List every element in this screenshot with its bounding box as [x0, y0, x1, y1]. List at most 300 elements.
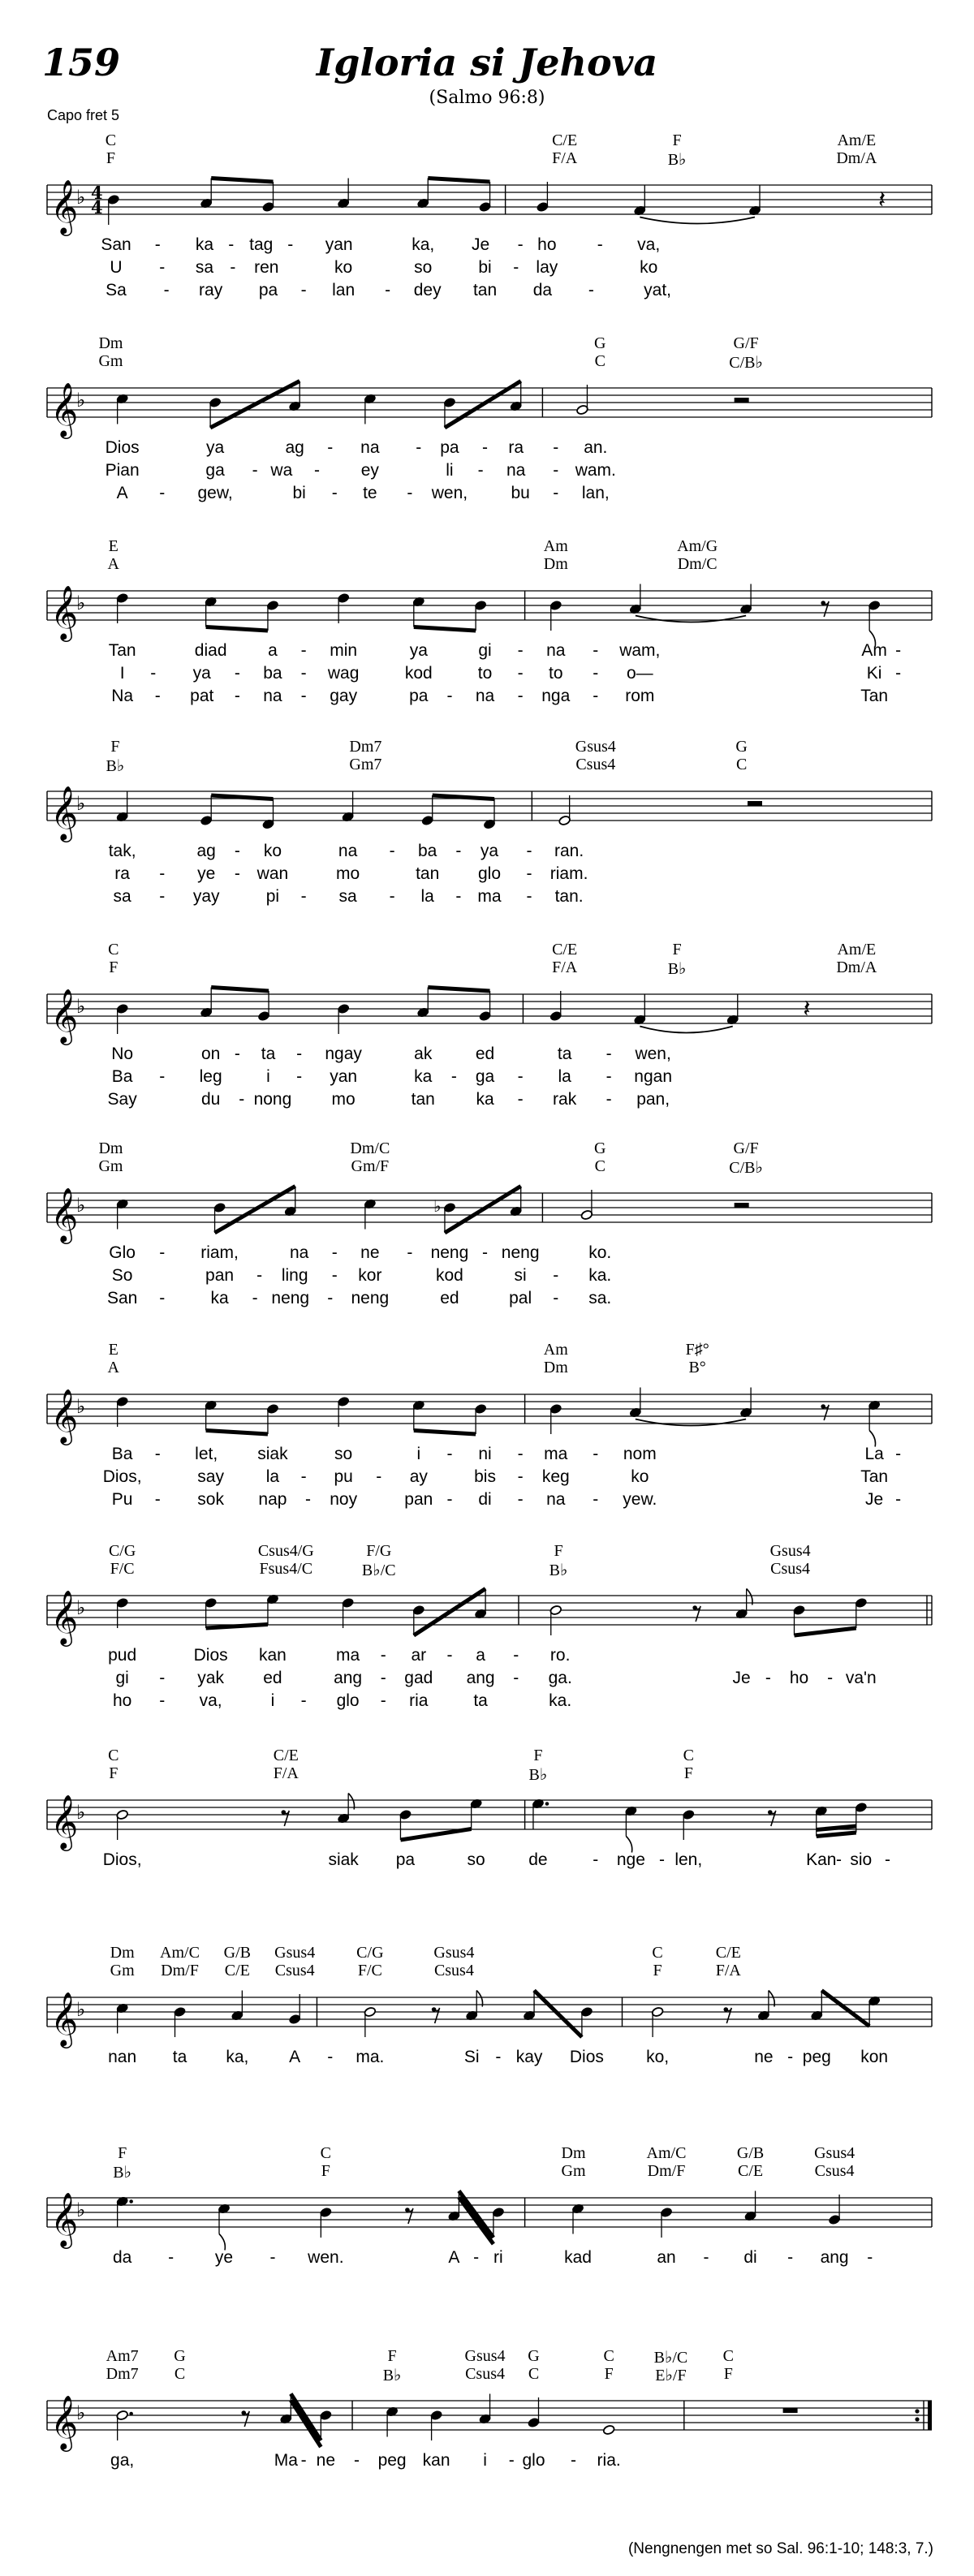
lyric-syllable: -	[593, 664, 599, 683]
lyric-syllable: -	[154, 1445, 161, 1463]
lyric-syllable: -	[407, 1243, 413, 1262]
lyric-syllable: -	[446, 1445, 453, 1463]
lyric-syllable: nong	[253, 1090, 292, 1109]
lyric-syllable: wam,	[619, 641, 661, 660]
capo-chord-symbol: F	[109, 958, 119, 976]
capo-chord-symbol: Gm	[98, 352, 123, 370]
lyric-syllable: glo	[477, 864, 502, 883]
lyric-syllable: pan	[205, 1266, 235, 1285]
lyric-syllable: -	[159, 258, 166, 277]
chord-symbol: G	[594, 1139, 606, 1157]
eighth-rest	[821, 1404, 829, 1420]
eighth-rest	[768, 1810, 776, 1826]
lyric-syllable: bis	[474, 1467, 496, 1486]
lyric-syllable: I	[119, 664, 125, 683]
capo-chord-symbol: Csus4	[433, 1962, 474, 1979]
lyric-syllable: Ba	[111, 1445, 133, 1463]
quarter-rest: 𝄽	[878, 186, 886, 214]
music-system	[0, 1737, 974, 1940]
lyric-syllable: -	[473, 2248, 480, 2267]
lyric-syllable: na	[546, 641, 566, 660]
chord-symbol: F	[672, 941, 682, 958]
lyric-syllable: mo	[336, 864, 360, 883]
lyric-syllable: -	[446, 687, 453, 705]
lyric-syllable: peg	[377, 2451, 407, 2470]
lyric-syllable: kon	[860, 2048, 889, 2066]
lyric-syllable: ka,	[412, 235, 435, 254]
lyric-syllable: -	[593, 1490, 599, 1509]
lyric-syllable: du	[200, 1090, 221, 1109]
flat-accidental: ♭	[433, 1196, 442, 1216]
lyric-syllable: na	[475, 687, 495, 705]
capo-chord-symbol: C/B♭	[729, 1159, 763, 1177]
treble-clef: 𝄞	[50, 988, 79, 1043]
lyric-syllable: -	[287, 235, 294, 254]
treble-clef: 𝄞	[50, 179, 79, 234]
lyric-syllable: -	[331, 484, 338, 502]
lyric-syllable: -	[571, 2451, 577, 2470]
lyric-syllable: ag	[196, 842, 216, 860]
lyric-syllable: ka,	[226, 2048, 249, 2066]
lyric-syllable: -	[597, 235, 603, 254]
lyric-syllable: ga	[475, 1067, 495, 1086]
lyric-syllable: -	[526, 864, 532, 883]
chord-symbol: C	[108, 1747, 119, 1764]
lyric-syllable: o—	[626, 664, 653, 683]
tie	[636, 616, 746, 622]
lyric-syllable: -	[482, 1243, 489, 1262]
lyric-syllable: riam,	[200, 1243, 239, 1262]
lyric-syllable: -	[450, 1067, 457, 1086]
lyric-syllable: ya	[192, 664, 211, 683]
lyric-syllable: -	[331, 1266, 338, 1285]
music-system	[0, 1532, 974, 1735]
lyric-syllable: -	[895, 1490, 902, 1509]
key-signature-flat: ♭	[76, 1998, 86, 2021]
lyric-syllable: -	[159, 864, 166, 883]
repeat-dot	[915, 2417, 919, 2421]
lyric-syllable: La	[864, 1445, 884, 1463]
lyric-syllable: -	[234, 664, 240, 683]
capo-chord-symbol: Dm/C	[677, 555, 718, 573]
lyric-syllable: Say	[107, 1090, 137, 1109]
lyric-syllable: ga.	[548, 1669, 572, 1687]
capo-chord-symbol: Gm/F	[351, 1157, 390, 1175]
lyric-syllable: Si	[463, 2048, 480, 2066]
capo-chord-symbol: F/A	[273, 1764, 299, 1782]
lyric-syllable: tak,	[108, 842, 136, 860]
lyric-syllable: wam.	[575, 461, 616, 480]
chord-symbol: Dm	[561, 2144, 586, 2162]
lyric-syllable: ed	[263, 1669, 282, 1687]
chord-symbol: G/F	[733, 334, 759, 352]
lyric-syllable: yan	[330, 1067, 358, 1086]
lyric-syllable: ngan	[634, 1067, 672, 1086]
lyric-syllable: -	[252, 1289, 258, 1307]
lyric-syllable: -	[787, 2048, 794, 2066]
lyric-syllable: Tan	[860, 1467, 889, 1486]
capo-chord-symbol: C	[528, 2365, 540, 2383]
capo-chord-symbol: F/C	[110, 1560, 135, 1578]
half-rest	[748, 801, 762, 806]
lyric-syllable: a	[476, 1646, 485, 1665]
lyric-syllable: ey	[360, 461, 379, 480]
lyric-syllable: bi	[292, 484, 306, 502]
chord-symbol: Gsus4	[814, 2144, 855, 2162]
lyric-syllable: -	[380, 1646, 386, 1665]
lyric-syllable: la	[420, 887, 434, 906]
lyric-syllable: ra	[508, 438, 524, 457]
lyric-syllable: -	[513, 1669, 519, 1687]
lyric-syllable: -	[553, 1266, 559, 1285]
capo-chord-symbol: Csus4	[575, 756, 616, 773]
lyric-syllable: -	[553, 461, 559, 480]
capo-chord-symbol: Gm7	[349, 756, 382, 773]
capo-chord-symbol: F/A	[715, 1962, 741, 1979]
capo-chord-symbol: Dm/A	[836, 958, 877, 976]
lyric-syllable: ta	[172, 2048, 187, 2066]
lyric-syllable: mo	[331, 1090, 356, 1109]
staff-svg	[0, 1737, 974, 1940]
lyric-syllable: -	[606, 1067, 612, 1086]
chord-symbol: C	[108, 941, 119, 958]
lyric-syllable: na	[546, 1490, 566, 1509]
lyric-syllable: Dios,	[102, 1467, 142, 1486]
lyric-syllable: ko.	[588, 1243, 612, 1262]
music-system	[0, 931, 974, 1134]
lyric-syllable: -	[159, 1289, 166, 1307]
lyric-syllable: -	[416, 438, 422, 457]
lyric-syllable: gew,	[197, 484, 233, 502]
lyric-syllable: gi	[478, 641, 492, 660]
chord-symbol: C	[320, 2144, 332, 2162]
chord-symbol: C	[722, 2347, 734, 2365]
capo-chord-symbol: B°	[688, 1359, 706, 1376]
lyric-syllable: -	[154, 1490, 161, 1509]
lyric-syllable: nge	[616, 1850, 645, 1869]
lyric-syllable: ria.	[597, 2451, 621, 2470]
chord-symbol: Am/C	[646, 2144, 687, 2162]
lyric-syllable: -	[446, 1646, 453, 1665]
chord-symbol: Dm	[98, 334, 123, 352]
capo-chord-symbol: F	[106, 149, 116, 167]
lyric-syllable: de	[528, 1850, 548, 1869]
lyric-syllable: -	[895, 1445, 902, 1463]
lyric-syllable: -	[230, 258, 236, 277]
chord-symbol: Gsus4	[769, 1542, 811, 1560]
lyric-syllable: noy	[330, 1490, 358, 1509]
lyric-syllable: pa	[409, 687, 429, 705]
lyric-syllable: ro.	[549, 1646, 571, 1665]
lyric-syllable: tan.	[554, 887, 584, 906]
lyric-syllable: ka	[414, 1067, 433, 1086]
lyric-syllable: -	[327, 1289, 334, 1307]
capo-chord-symbol: F	[109, 1764, 119, 1782]
treble-clef: 𝄞	[50, 785, 79, 840]
lyric-syllable: si	[514, 1266, 527, 1285]
beam	[795, 1628, 856, 1635]
capo-chord-symbol: B♭	[667, 960, 687, 978]
lyric-syllable: so	[414, 258, 433, 277]
music-system	[0, 1331, 974, 1534]
lyric-syllable: ed	[440, 1289, 459, 1307]
lyric-syllable: U	[110, 258, 123, 277]
lyric-syllable: -	[606, 1045, 612, 1063]
key-signature-flat: ♭	[76, 792, 86, 815]
lyric-syllable: -	[159, 887, 166, 906]
lyric-syllable: siak	[328, 1850, 359, 1869]
dot	[545, 1802, 549, 1806]
lyric-syllable: kod	[436, 1266, 463, 1285]
lyric-syllable: Ki	[866, 664, 882, 683]
lyric-syllable: da	[532, 281, 553, 299]
lyric-syllable: ho	[789, 1669, 809, 1687]
lyric-syllable: -	[159, 484, 166, 502]
chord-symbol: Dm7	[349, 738, 382, 756]
lyric-syllable: neng	[351, 1289, 390, 1307]
lyric-syllable: -	[867, 2248, 873, 2267]
lyric-syllable: -	[252, 461, 258, 480]
beam	[211, 988, 269, 992]
capo-chord-symbol: Dm/A	[836, 149, 877, 167]
time-signature-top: 4	[91, 183, 103, 203]
lyric-syllable: ta	[473, 1691, 488, 1710]
quarter-rest: 𝄽	[803, 995, 811, 1023]
lyric-syllable: Pu	[111, 1490, 133, 1509]
lyric-syllable: pu	[334, 1467, 353, 1486]
chord-symbol: C/G	[356, 1944, 384, 1962]
lyric-syllable: -	[234, 1045, 240, 1063]
lyric-syllable: yat,	[644, 281, 672, 299]
lyric-syllable: ray	[199, 281, 223, 299]
chord-symbol: G/F	[733, 1139, 759, 1157]
chord-symbol: F	[110, 738, 120, 756]
lyric-syllable: -	[305, 1490, 312, 1509]
capo-chord-symbol: Fsus4/C	[259, 1560, 313, 1578]
notehead	[602, 2424, 615, 2435]
beam	[428, 988, 489, 992]
lyric-syllable: ran.	[554, 842, 584, 860]
capo-chord-symbol: F	[723, 2365, 733, 2383]
lyric-syllable: San	[106, 1289, 138, 1307]
chord-symbol: C	[603, 2347, 614, 2365]
key-signature-flat: ♭	[76, 2402, 86, 2424]
lyric-syllable: -	[836, 1850, 843, 1869]
lyric-syllable: -	[234, 842, 240, 860]
lyric-syllable: pan	[404, 1490, 433, 1509]
lyric-syllable: -	[159, 1067, 166, 1086]
capo-chord-symbol: Gm	[561, 2162, 586, 2180]
lyric-syllable: -	[300, 2451, 307, 2470]
lyric-syllable: -	[517, 1467, 524, 1486]
lyric-syllable: tag	[249, 235, 274, 254]
lyric-syllable: ye	[197, 864, 216, 883]
lyric-syllable: ri	[493, 2248, 503, 2267]
lyric-syllable: ka	[195, 235, 214, 254]
lyric-syllable: -	[787, 2248, 794, 2267]
chord-symbol: Gsus4	[464, 2347, 506, 2365]
lyric-syllable: Tan	[860, 687, 889, 705]
chord-symbol: F♯°	[685, 1341, 709, 1359]
eighth-rest	[821, 601, 829, 617]
capo-chord-symbol: B♭/C	[361, 1562, 396, 1579]
lyric-syllable: -	[517, 664, 524, 683]
lyric-syllable: so	[334, 1445, 353, 1463]
lyric-syllable: -	[517, 235, 524, 254]
lyric-syllable: -	[517, 1090, 524, 1109]
lyric-syllable: nan	[108, 2048, 137, 2066]
lyric-syllable: kor	[358, 1266, 382, 1285]
lyric-syllable: pat	[190, 687, 214, 705]
lyric-syllable: pan,	[636, 1090, 670, 1109]
beam	[206, 1431, 268, 1435]
lyric-syllable: A	[289, 2048, 301, 2066]
eighth-rest	[282, 1810, 290, 1826]
lyric-syllable: nom	[623, 1445, 657, 1463]
chord-symbol: F	[387, 2347, 397, 2365]
lyric-syllable: -	[593, 687, 599, 705]
chord-symbol: F/G	[366, 1542, 392, 1560]
chord-symbol: F	[533, 1747, 543, 1764]
lyric-syllable: -	[513, 1646, 519, 1665]
lyric-syllable: i	[483, 2451, 487, 2470]
capo-chord-symbol: F	[321, 2162, 330, 2180]
staff-svg	[0, 1934, 974, 2137]
lyric-syllable: -	[508, 2451, 515, 2470]
hymn-number: 159	[42, 41, 121, 84]
treble-clef: 𝄞	[50, 381, 79, 437]
treble-clef: 𝄞	[50, 584, 79, 640]
capo-chord-symbol: Csus4	[770, 1560, 811, 1578]
lyric-syllable: ga,	[110, 2451, 135, 2470]
dot	[129, 2199, 133, 2203]
lyric-syllable: -	[300, 641, 307, 660]
lyric-syllable: -	[517, 687, 524, 705]
lyric-syllable: Kan	[806, 1850, 837, 1869]
capo-chord-symbol: C	[174, 2365, 186, 2383]
lyric-syllable: va'n	[845, 1669, 877, 1687]
capo-chord-symbol: Dm	[543, 1359, 568, 1376]
capo-chord-symbol: B♭	[113, 2164, 132, 2182]
lyric-syllable: nga	[541, 687, 571, 705]
lyric-syllable: -	[593, 641, 599, 660]
lyric-syllable: -	[354, 2451, 360, 2470]
lyric-syllable: -	[495, 2048, 502, 2066]
lyric-syllable: ba	[263, 664, 282, 683]
lyric-syllable: ar	[411, 1646, 427, 1665]
capo-chord-symbol: F/A	[552, 958, 578, 976]
lyric-syllable: Ma	[274, 2451, 298, 2470]
lyric-syllable: pa	[258, 281, 278, 299]
chord-symbol: C	[105, 131, 117, 149]
key-signature-flat: ♭	[76, 2199, 86, 2221]
capo-chord-symbol: F/A	[552, 149, 578, 167]
lyric-syllable: ko	[631, 1467, 649, 1486]
beam	[400, 1829, 471, 1841]
tie	[640, 218, 755, 224]
lyric-syllable: -	[376, 1467, 382, 1486]
lyric-syllable: -	[526, 842, 532, 860]
capo-chord-symbol: Gm	[110, 1962, 135, 1979]
capo-chord-symbol: B♭	[667, 151, 687, 169]
lyric-syllable: -	[300, 1467, 307, 1486]
lyric-syllable: glo	[522, 2451, 545, 2470]
tie	[640, 1027, 732, 1033]
lyric-syllable: -	[154, 687, 161, 705]
beam	[414, 1431, 476, 1435]
lyric-syllable: tan	[472, 281, 498, 299]
lyric-syllable: -	[256, 1266, 263, 1285]
capo-chord-symbol: Dm/F	[161, 1962, 199, 1979]
lyric-syllable: sok	[197, 1490, 224, 1509]
lyric-syllable: -	[154, 235, 161, 254]
lyric-syllable: A	[448, 2248, 460, 2267]
chord-symbol: Am	[543, 537, 568, 555]
lyric-syllable: na	[506, 461, 526, 480]
lyric-syllable: pal	[509, 1289, 532, 1307]
lyric-syllable: -	[239, 1090, 245, 1109]
lyric-syllable: -	[659, 1850, 666, 1869]
lyric-syllable: yak	[197, 1669, 224, 1687]
lyric-syllable: -	[517, 1067, 524, 1086]
lyric-syllable: -	[553, 484, 559, 502]
scripture-reference: (Salmo 96:8)	[429, 88, 545, 108]
lyric-syllable: -	[380, 1691, 386, 1710]
lyric-syllable: -	[895, 641, 902, 660]
lyric-syllable: sa	[195, 258, 214, 277]
lyric-syllable: -	[765, 1669, 771, 1687]
lyric-syllable: Pian	[105, 461, 140, 480]
capo-chord-symbol: A	[107, 555, 119, 573]
lyric-syllable: so	[467, 1850, 485, 1869]
eighth-rest	[241, 2410, 249, 2427]
lyric-syllable: ye	[214, 2248, 234, 2267]
lyric-syllable: -	[517, 1445, 524, 1463]
lyric-syllable: ang	[466, 1669, 495, 1687]
lyric-syllable: ya	[206, 438, 225, 457]
lyric-syllable: -	[588, 281, 594, 299]
key-signature-flat: ♭	[76, 1194, 86, 1217]
staff-svg	[0, 325, 974, 528]
treble-clef: 𝄞	[50, 1589, 79, 1644]
lyric-syllable: ni	[478, 1445, 492, 1463]
lyric-syllable: -	[477, 461, 484, 480]
lyric-syllable: -	[389, 887, 395, 906]
lyric-syllable: -	[313, 461, 320, 480]
lyric-syllable: neng	[501, 1243, 540, 1262]
capo-chord-symbol: F	[653, 1962, 662, 1979]
chord-symbol: Dm	[110, 1944, 135, 1962]
capo-chord-symbol: C/E	[224, 1962, 250, 1979]
lyric-syllable: say	[197, 1467, 224, 1486]
lyric-syllable: Je	[865, 1490, 884, 1509]
lyric-syllable: i	[270, 1691, 275, 1710]
lyric-syllable: ta	[261, 1045, 276, 1063]
lyric-syllable: on	[200, 1045, 221, 1063]
capo-chord-symbol: Csus4	[274, 1962, 315, 1979]
lyric-syllable: kan	[422, 2451, 450, 2470]
lyric-syllable: -	[385, 281, 391, 299]
beam	[206, 627, 268, 631]
lyric-syllable: na	[360, 438, 380, 457]
chord-symbol: F	[118, 2144, 127, 2162]
lyric-syllable: ma.	[356, 2048, 385, 2066]
lyric-syllable: ba	[418, 842, 437, 860]
capo-chord-symbol: C	[594, 1157, 606, 1175]
staff-svg	[0, 1130, 974, 1333]
lyric-syllable: peg	[802, 2048, 831, 2066]
lyric-syllable: wen,	[635, 1045, 671, 1063]
